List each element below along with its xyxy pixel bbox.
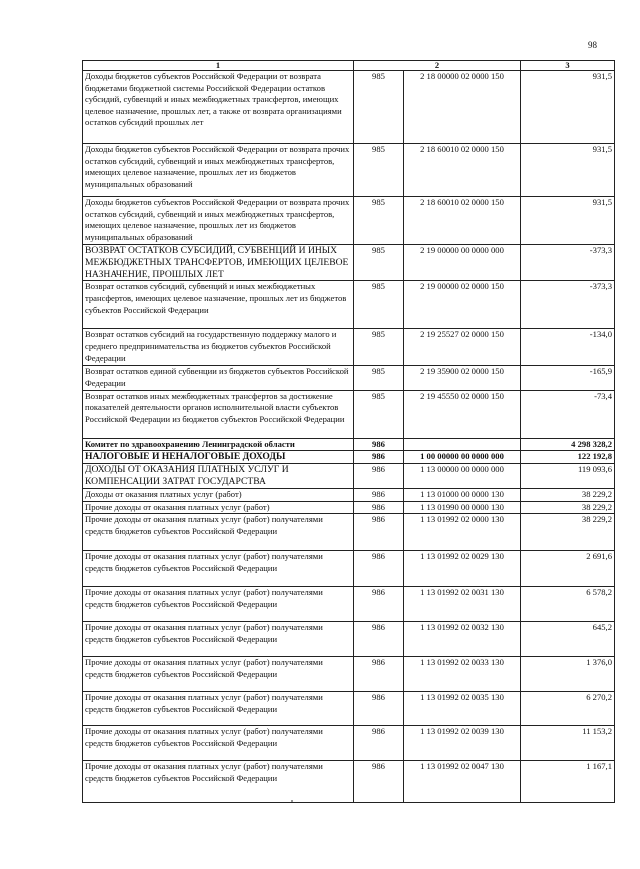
row-amount: 1 167,1 <box>521 761 615 803</box>
row-budget-code: 2 19 35900 02 0000 150 <box>404 366 521 390</box>
row-budget-code: 1 13 01990 00 0000 130 <box>404 501 521 514</box>
row-admin-code: 986 <box>354 726 404 761</box>
header-col-1: 1 <box>83 61 354 71</box>
row-budget-code: 2 19 25527 02 0000 150 <box>404 329 521 366</box>
row-admin-code: 985 <box>354 390 404 438</box>
row-name: Возврат остатков иных межбюджетных трансфертов за достижение показателей деятельности органов исполнительной власти субъектов Российской Федерации из бюджетов субъектов Российской Федерации <box>83 390 354 438</box>
row-budget-code: 1 13 00000 00 0000 000 <box>404 463 521 488</box>
page-number: 98 <box>588 40 597 50</box>
row-admin-code: 986 <box>354 657 404 692</box>
row-budget-code: 2 18 60010 02 0000 150 <box>404 197 521 245</box>
row-budget-code: 1 13 01992 02 0031 130 <box>404 587 521 622</box>
row-amount: -373,3 <box>521 245 615 281</box>
row-amount: 119 093,6 <box>521 463 615 488</box>
row-admin-code: 985 <box>354 245 404 281</box>
row-budget-code <box>404 438 521 451</box>
row-admin-code: 986 <box>354 587 404 622</box>
row-budget-code: 1 13 01992 02 0039 130 <box>404 726 521 761</box>
row-name: Комитет по здравоохранению Ленинградской области <box>83 438 354 451</box>
row-budget-code: 2 18 60010 02 0000 150 <box>404 144 521 197</box>
row-amount: -73,4 <box>521 390 615 438</box>
row-admin-code: 985 <box>354 197 404 245</box>
table-row <box>83 366 615 390</box>
row-budget-code: 2 18 00000 02 0000 150 <box>404 71 521 144</box>
row-name: НАЛОГОВЫЕ И НЕНАЛОГОВЫЕ ДОХОДЫ <box>83 451 354 464</box>
row-name: ВОЗВРАТ ОСТАТКОВ СУБСИДИЙ, СУБВЕНЦИЙ И ИНЫХ МЕЖБЮДЖЕТНЫХ ТРАНСФЕРТОВ, ИМЕЮЩИХ ЦЕЛЕВОЕ НАЗНАЧЕНИЕ, ПРОШЛЫХ ЛЕТ <box>83 245 354 281</box>
table-row <box>83 245 615 281</box>
row-budget-code: 2 19 45550 02 0000 150 <box>404 390 521 438</box>
table-row <box>83 551 615 587</box>
row-amount: 6 270,2 <box>521 692 615 726</box>
row-amount: 2 691,6 <box>521 551 615 587</box>
row-name: Прочие доходы от оказания платных услуг (работ) получателями средств бюджетов субъектов Российской Федерации <box>83 514 354 551</box>
row-admin-code: 986 <box>354 761 404 803</box>
table-row <box>83 281 615 329</box>
table-row <box>83 451 615 464</box>
row-admin-code: 986 <box>354 501 404 514</box>
row-amount: 38 229,2 <box>521 501 615 514</box>
row-admin-code: 986 <box>354 514 404 551</box>
table-row <box>83 514 615 551</box>
row-name: ДОХОДЫ ОТ ОКАЗАНИЯ ПЛАТНЫХ УСЛУГ И КОМПЕНСАЦИИ ЗАТРАТ ГОСУДАРСТВА <box>83 463 354 488</box>
row-name: Прочие доходы от оказания платных услуг (работ) получателями средств бюджетов субъектов Российской Федерации <box>83 551 354 587</box>
table-row <box>83 726 615 761</box>
row-name: Прочие доходы от оказания платных услуг (работ) получателями средств бюджетов субъектов Российской Федерации <box>83 761 354 803</box>
row-budget-code: 1 13 01992 02 0033 130 <box>404 657 521 692</box>
table-row <box>83 329 615 366</box>
row-admin-code: 985 <box>354 329 404 366</box>
row-budget-code: 1 13 01992 02 0029 130 <box>404 551 521 587</box>
row-amount: 931,5 <box>521 197 615 245</box>
row-name: Доходы бюджетов субъектов Российской Федерации от возврата бюджетами бюджетной системы Российской Федерации остатков субсидий, субвенций и иных межбюджетных трансфертов, имеющих целевое назначение, прошлых лет, а также от возврата организациями остатков субсидий прошлых лет <box>83 71 354 144</box>
table-row <box>83 692 615 726</box>
row-amount: 931,5 <box>521 144 615 197</box>
row-name: Прочие доходы от оказания платных услуг (работ) получателями средств бюджетов субъектов Российской Федерации <box>83 657 354 692</box>
row-name: Возврат остатков единой субвенции из бюджетов субъектов Российской Федерации <box>83 366 354 390</box>
row-admin-code: 985 <box>354 71 404 144</box>
row-admin-code: 985 <box>354 281 404 329</box>
table-row <box>83 71 615 144</box>
row-admin-code: 986 <box>354 463 404 488</box>
row-budget-code: 1 13 01992 02 0000 130 <box>404 514 521 551</box>
row-amount: 645,2 <box>521 622 615 657</box>
row-name: Доходы бюджетов субъектов Российской Федерации от возврата прочих остатков субсидий, субвенций и иных межбюджетных трансфертов, имеющих целевое назначение, прошлых лет из бюджетов муниципальных образований <box>83 197 354 245</box>
row-budget-code: 2 19 00000 00 0000 000 <box>404 245 521 281</box>
header-col-2: 2 <box>354 61 521 71</box>
table-row <box>83 463 615 488</box>
row-admin-code: 986 <box>354 438 404 451</box>
row-name: Прочие доходы от оказания платных услуг (работ) получателями средств бюджетов субъектов Российской Федерации <box>83 692 354 726</box>
row-amount: 38 229,2 <box>521 514 615 551</box>
table-row <box>83 622 615 657</box>
revenue-table <box>82 60 615 803</box>
table-row <box>83 197 615 245</box>
row-budget-code: 1 13 01992 02 0047 130 <box>404 761 521 803</box>
row-name: Возврат остатков субсидий на государственную поддержку малого и среднего предпринимательства из бюджетов субъектов Российской Федерации <box>83 329 354 366</box>
row-amount: -134,0 <box>521 329 615 366</box>
row-admin-code: 986 <box>354 451 404 464</box>
row-name: Доходы бюджетов субъектов Российской Федерации от возврата прочих остатков субсидий, субвенций и иных межбюджетных трансфертов, имеющих целевое назначение, прошлых лет из бюджетов муниципальных образований <box>83 144 354 197</box>
table-row <box>83 144 615 197</box>
row-admin-code: 986 <box>354 692 404 726</box>
table-header-row <box>83 61 615 71</box>
row-amount: 6 578,2 <box>521 587 615 622</box>
table-row <box>83 390 615 438</box>
row-name: Возврат остатков субсидий, субвенций и иных межбюджетных трансфертов, имеющих целевое назначение, прошлых лет из бюджетов субъектов Российской Федерации <box>83 281 354 329</box>
table-row <box>83 587 615 622</box>
row-amount: 122 192,8 <box>521 451 615 464</box>
row-budget-code: 1 13 01992 02 0032 130 <box>404 622 521 657</box>
row-name: Прочие доходы от оказания платных услуг (работ) получателями средств бюджетов субъектов Российской Федерации <box>83 587 354 622</box>
row-admin-code: 985 <box>354 144 404 197</box>
scan-speck <box>291 800 293 802</box>
row-budget-code: 1 13 01992 02 0035 130 <box>404 692 521 726</box>
row-amount: 1 376,0 <box>521 657 615 692</box>
row-name: Прочие доходы от оказания платных услуг (работ) получателями средств бюджетов субъектов Российской Федерации <box>83 726 354 761</box>
row-budget-code: 1 00 00000 00 0000 000 <box>404 451 521 464</box>
row-amount: 38 229,2 <box>521 488 615 501</box>
table-row <box>83 488 615 501</box>
table-row <box>83 761 615 803</box>
table-row <box>83 438 615 451</box>
row-amount: 4 298 328,2 <box>521 438 615 451</box>
row-amount: -373,3 <box>521 281 615 329</box>
row-admin-code: 986 <box>354 551 404 587</box>
row-budget-code: 2 19 00000 02 0000 150 <box>404 281 521 329</box>
row-admin-code: 985 <box>354 366 404 390</box>
row-admin-code: 986 <box>354 622 404 657</box>
row-name: Доходы от оказания платных услуг (работ) <box>83 488 354 501</box>
row-amount: 11 153,2 <box>521 726 615 761</box>
row-amount: 931,5 <box>521 71 615 144</box>
row-admin-code: 986 <box>354 488 404 501</box>
row-name: Прочие доходы от оказания платных услуг (работ) <box>83 501 354 514</box>
row-name: Прочие доходы от оказания платных услуг (работ) получателями средств бюджетов субъектов Российской Федерации <box>83 622 354 657</box>
row-amount: -165,9 <box>521 366 615 390</box>
table-row <box>83 501 615 514</box>
row-budget-code: 1 13 01000 00 0000 130 <box>404 488 521 501</box>
header-col-3: 3 <box>521 61 615 71</box>
table-row <box>83 657 615 692</box>
